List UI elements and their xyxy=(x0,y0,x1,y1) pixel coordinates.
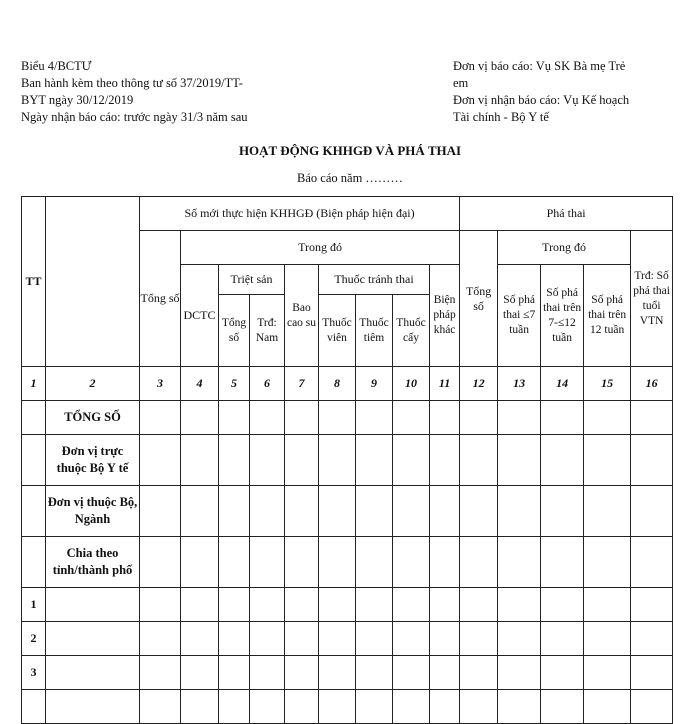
empty-cell xyxy=(285,690,319,724)
empty-cell xyxy=(46,588,140,622)
row-number: 3 xyxy=(22,656,46,690)
empty-cell xyxy=(393,435,430,486)
empty-cell xyxy=(356,656,393,690)
empty-cell xyxy=(319,588,356,622)
col-header-dctc: DCTC xyxy=(181,265,219,367)
row-label-chia-theo-tinh: Chia theo tỉnh/thành phố xyxy=(46,537,140,588)
table-row xyxy=(22,486,673,537)
col-header-triet-san: Triệt sản xyxy=(219,265,285,295)
empty-cell xyxy=(541,486,584,537)
col-header-triet-san-tong-so: Tổng số xyxy=(219,295,250,367)
empty-cell xyxy=(250,486,285,537)
col-number: 7 xyxy=(285,367,319,401)
empty-cell xyxy=(46,656,140,690)
empty-cell xyxy=(584,588,631,622)
row-label-tong-so: TỔNG SỐ xyxy=(46,401,140,435)
empty-cell xyxy=(219,401,250,435)
empty-cell xyxy=(219,435,250,486)
table-row xyxy=(22,690,673,724)
empty-cell xyxy=(22,537,46,588)
empty-cell xyxy=(250,435,285,486)
empty-cell xyxy=(584,537,631,588)
empty-cell xyxy=(356,435,393,486)
empty-cell xyxy=(498,690,541,724)
empty-cell xyxy=(250,401,285,435)
empty-cell xyxy=(498,401,541,435)
col-header-pha-thai-7-12: Số phá thai trên 7-≤12 tuần xyxy=(541,265,584,367)
empty-cell xyxy=(541,690,584,724)
col-header-name-blank xyxy=(46,197,140,367)
empty-cell xyxy=(584,690,631,724)
empty-cell xyxy=(219,656,250,690)
col-header-pha-thai-vtn: Trđ: Số phá thai tuổi VTN xyxy=(631,231,673,367)
empty-cell xyxy=(541,588,584,622)
receiving-unit-line2: Tài chính - Bộ Y tế xyxy=(453,110,549,124)
table-row xyxy=(22,656,673,690)
empty-cell xyxy=(460,401,498,435)
empty-cell xyxy=(460,588,498,622)
empty-cell xyxy=(430,690,460,724)
empty-cell xyxy=(181,537,219,588)
empty-cell xyxy=(631,622,673,656)
empty-cell xyxy=(498,588,541,622)
empty-cell xyxy=(430,435,460,486)
empty-cell xyxy=(498,622,541,656)
col-number: 3 xyxy=(140,367,181,401)
empty-cell xyxy=(285,622,319,656)
empty-cell xyxy=(219,537,250,588)
empty-cell xyxy=(319,435,356,486)
empty-cell xyxy=(140,401,181,435)
empty-cell xyxy=(319,537,356,588)
empty-cell xyxy=(460,537,498,588)
table-row xyxy=(22,537,673,588)
empty-cell xyxy=(319,690,356,724)
empty-cell xyxy=(219,622,250,656)
col-header-tt: TT xyxy=(22,197,46,367)
table-row xyxy=(22,435,673,486)
empty-cell xyxy=(631,486,673,537)
table-row xyxy=(22,588,673,622)
empty-cell xyxy=(430,656,460,690)
empty-cell xyxy=(319,486,356,537)
empty-cell xyxy=(393,537,430,588)
col-header-pha-thai-tren12: Số phá thai trên 12 tuần xyxy=(584,265,631,367)
empty-cell xyxy=(541,401,584,435)
empty-cell xyxy=(181,435,219,486)
empty-cell xyxy=(584,401,631,435)
empty-cell xyxy=(460,656,498,690)
empty-cell xyxy=(393,401,430,435)
col-group-khhgd: Số mới thực hiện KHHGĐ (Biện pháp hiện đại) xyxy=(140,197,460,231)
col-header-pha-thai-trong-do: Trong đó xyxy=(498,231,631,265)
report-header-left xyxy=(21,58,301,126)
report-subtitle: Báo cáo năm ……… xyxy=(297,171,403,185)
empty-cell xyxy=(498,435,541,486)
empty-cell xyxy=(140,486,181,537)
empty-cell xyxy=(631,588,673,622)
empty-cell xyxy=(631,656,673,690)
empty-cell xyxy=(356,537,393,588)
col-header-thuoc-vien: Thuốc viên xyxy=(319,295,356,367)
row-number: 1 xyxy=(22,588,46,622)
col-header-thuoc-cay: Thuốc cấy xyxy=(393,295,430,367)
empty-cell xyxy=(430,588,460,622)
col-group-pha-thai: Phá thai xyxy=(460,197,673,231)
empty-cell xyxy=(356,690,393,724)
col-header-pha-thai-tong-so: Tổng số xyxy=(460,231,498,367)
receiving-unit-line1: Đơn vị nhận báo cáo: Vụ Kế hoạch xyxy=(453,93,630,107)
empty-cell xyxy=(430,537,460,588)
report-deadline: Ngày nhận báo cáo: trước ngày 31/3 năm sau xyxy=(21,110,248,124)
empty-cell xyxy=(285,486,319,537)
empty-cell xyxy=(430,401,460,435)
col-number: 9 xyxy=(356,367,393,401)
table-row xyxy=(22,622,673,656)
col-number: 5 xyxy=(219,367,250,401)
empty-cell xyxy=(140,588,181,622)
empty-cell xyxy=(631,690,673,724)
empty-cell xyxy=(285,401,319,435)
empty-cell xyxy=(140,537,181,588)
empty-cell xyxy=(393,690,430,724)
col-number: 14 xyxy=(541,367,584,401)
empty-cell xyxy=(181,588,219,622)
col-number: 16 xyxy=(631,367,673,401)
empty-cell xyxy=(22,690,46,724)
empty-cell xyxy=(430,622,460,656)
empty-cell xyxy=(219,690,250,724)
empty-cell xyxy=(181,656,219,690)
form-code: Biểu 4/BCTƯ xyxy=(21,59,92,73)
col-number: 11 xyxy=(430,367,460,401)
empty-cell xyxy=(250,588,285,622)
empty-cell xyxy=(356,622,393,656)
col-number: 8 xyxy=(319,367,356,401)
empty-cell xyxy=(140,690,181,724)
col-header-khhgd-trong-do: Trong đó xyxy=(181,231,460,265)
col-number: 10 xyxy=(393,367,430,401)
empty-cell xyxy=(356,486,393,537)
empty-cell xyxy=(584,486,631,537)
empty-cell xyxy=(498,537,541,588)
empty-cell xyxy=(219,486,250,537)
empty-cell xyxy=(46,622,140,656)
col-header-thuoc-tranh-thai: Thuốc tránh thai xyxy=(319,265,430,295)
col-number: 4 xyxy=(181,367,219,401)
empty-cell xyxy=(285,656,319,690)
empty-cell xyxy=(140,435,181,486)
col-header-bao-cao-su: Bao cao su xyxy=(285,265,319,367)
empty-cell xyxy=(285,537,319,588)
empty-cell xyxy=(250,656,285,690)
empty-cell xyxy=(181,622,219,656)
empty-cell xyxy=(219,588,250,622)
empty-cell xyxy=(22,435,46,486)
column-number-row xyxy=(22,367,673,401)
empty-cell xyxy=(498,656,541,690)
reporting-unit-line2: em xyxy=(453,76,469,90)
empty-cell xyxy=(181,690,219,724)
empty-cell xyxy=(22,401,46,435)
col-header-bien-phap-khac: Biện pháp khác xyxy=(430,265,460,367)
empty-cell xyxy=(356,401,393,435)
row-label-don-vi-truc-thuoc-byt: Đơn vị trực thuộc Bộ Y tế xyxy=(46,435,140,486)
empty-cell xyxy=(319,622,356,656)
empty-cell xyxy=(181,401,219,435)
col-number: 13 xyxy=(498,367,541,401)
col-header-thuoc-tiem: Thuốc tiêm xyxy=(356,295,393,367)
table-row xyxy=(22,401,673,435)
empty-cell xyxy=(22,486,46,537)
empty-cell xyxy=(250,622,285,656)
col-header-pha-thai-le7: Số phá thai ≤7 tuần xyxy=(498,265,541,367)
issued-by-circular-line2: BYT ngày 30/12/2019 xyxy=(21,93,134,107)
report-header-right xyxy=(453,58,683,126)
empty-cell xyxy=(541,537,584,588)
empty-cell xyxy=(498,486,541,537)
issued-by-circular-line1: Ban hành kèm theo thông tư số 37/2019/TT- xyxy=(21,76,243,90)
col-number: 1 xyxy=(22,367,46,401)
col-number: 12 xyxy=(460,367,498,401)
empty-cell xyxy=(46,690,140,724)
empty-cell xyxy=(140,622,181,656)
empty-cell xyxy=(460,486,498,537)
empty-cell xyxy=(631,401,673,435)
empty-cell xyxy=(285,588,319,622)
reporting-unit-line1: Đơn vị báo cáo: Vụ SK Bà mẹ Trẻ xyxy=(453,59,626,73)
empty-cell xyxy=(631,435,673,486)
empty-cell xyxy=(140,656,181,690)
empty-cell xyxy=(584,622,631,656)
empty-cell xyxy=(250,690,285,724)
empty-cell xyxy=(319,656,356,690)
empty-cell xyxy=(319,401,356,435)
empty-cell xyxy=(584,435,631,486)
empty-cell xyxy=(393,656,430,690)
col-header-triet-san-trd-nam: Trđ: Nam xyxy=(250,295,285,367)
row-number: 2 xyxy=(22,622,46,656)
empty-cell xyxy=(393,486,430,537)
col-number: 2 xyxy=(46,367,140,401)
col-header-khhgd-tong-so: Tổng số xyxy=(140,231,181,367)
empty-cell xyxy=(460,690,498,724)
col-number: 15 xyxy=(584,367,631,401)
empty-cell xyxy=(631,537,673,588)
empty-cell xyxy=(460,622,498,656)
empty-cell xyxy=(393,622,430,656)
empty-cell xyxy=(541,656,584,690)
empty-cell xyxy=(541,622,584,656)
empty-cell xyxy=(584,656,631,690)
col-number: 6 xyxy=(250,367,285,401)
empty-cell xyxy=(356,588,393,622)
empty-cell xyxy=(460,435,498,486)
report-table xyxy=(21,196,673,724)
empty-cell xyxy=(393,588,430,622)
empty-cell xyxy=(430,486,460,537)
empty-cell xyxy=(250,537,285,588)
report-title: HOẠT ĐỘNG KHHGĐ VÀ PHÁ THAI xyxy=(238,143,462,158)
empty-cell xyxy=(181,486,219,537)
empty-cell xyxy=(285,435,319,486)
empty-cell xyxy=(541,435,584,486)
row-label-don-vi-bo-nganh: Đơn vị thuộc Bộ, Ngành xyxy=(46,486,140,537)
